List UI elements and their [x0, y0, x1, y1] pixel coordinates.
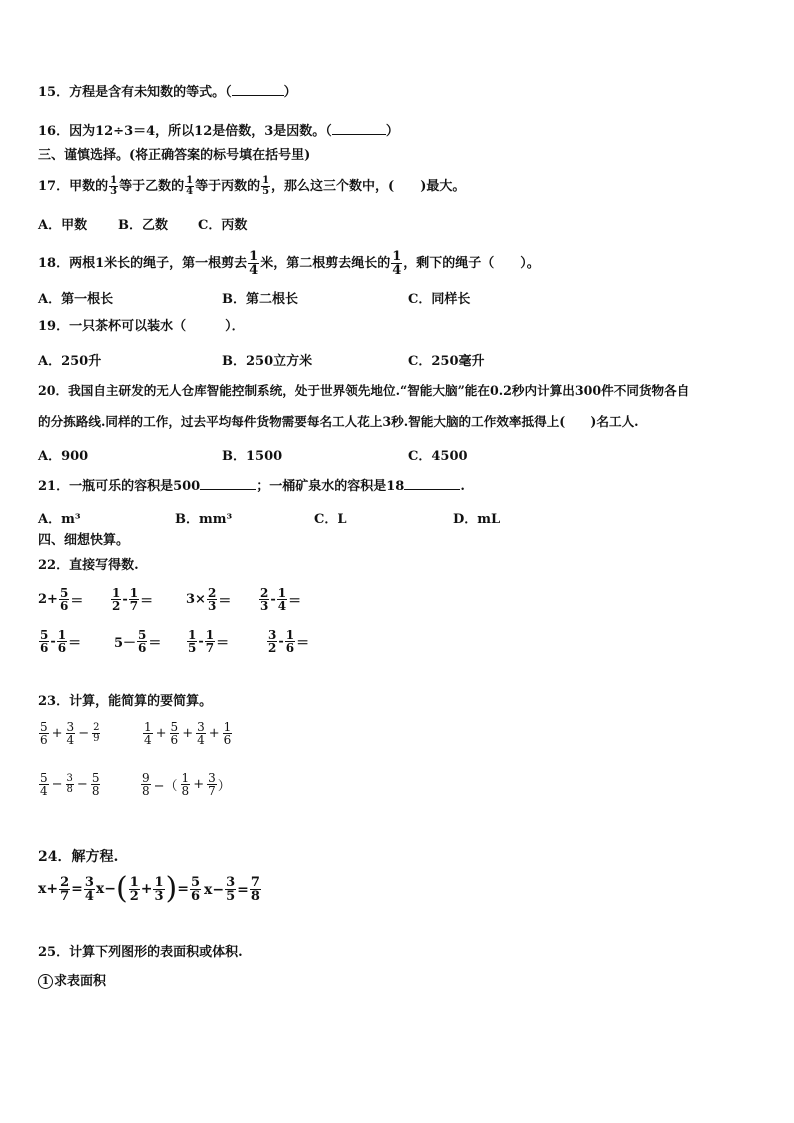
mental-expr-8: $\frac{3}{2}$ - $\frac{1}{6}$ ＝ [268, 628, 310, 655]
question-18 [38, 250, 540, 277]
option-b[interactable]: B．乙数 [118, 218, 168, 233]
fraction: $\frac{1}{6}$ [57, 628, 67, 655]
fraction: $\frac{1}{4}$ [144, 720, 152, 747]
section-3-heading: 三、谨慎选择。(将正确答案的标号填在括号里) [38, 148, 311, 163]
fraction: $\frac{1}{3}$ [154, 874, 164, 904]
option-c[interactable]: C．同样长 [408, 292, 471, 307]
question-number: 16． [38, 124, 70, 139]
question-text: ，剩下的绳子（ ）。 [403, 256, 540, 271]
option-d[interactable]: D．mL [453, 512, 501, 527]
fraction: $\frac{1}{6}$ [285, 628, 295, 655]
question-15 [38, 82, 297, 102]
option-a[interactable]: A．甲数 [38, 218, 88, 233]
question-20-line-2: 的分拣路线.同样的工作，过去平均每件货物需要每名工人花上3秒.智能大脑的工作效率抵得上( )名工人. [38, 414, 639, 429]
option-c[interactable]: C．L [314, 512, 347, 527]
fraction: $\frac{5}{6}$ [170, 720, 179, 747]
question-number: 21． [38, 479, 70, 494]
fraction: $\frac{5}{6}$ [40, 628, 49, 655]
fraction: $\frac{2}{9}$ [93, 722, 100, 744]
fraction: $\frac{5}{6}$ [138, 628, 147, 655]
fraction: $\frac{1}{5}$ [188, 628, 197, 655]
question-text: 我国自主研发的无人仓库智能控制系统，处于世界领先地位.“智能大脑”能在0.2秒内计算出300件不同货物各自 [68, 383, 690, 398]
question-text: 甲数的 [69, 179, 109, 194]
equation-1: x+ $\frac{2}{7}$ = $\frac{3}{4}$ x− ( $\frac{1}{2}$ + $\frac{1}{3}$ ) = $\frac{5}{6}$ [38, 871, 201, 906]
paren-close: ） [283, 85, 297, 100]
question-text: 一瓶可乐的容积是500 [69, 479, 201, 494]
equation-2: x− $\frac{3}{5}$ = $\frac{7}{8}$ [204, 875, 260, 904]
fraction: $\frac{2}{3}$ [207, 586, 217, 613]
option-b[interactable]: B．mm³ [175, 512, 233, 527]
question-number: 17． [38, 179, 70, 194]
question-24 [38, 848, 118, 866]
fraction: $\frac{1}{4}$ [392, 249, 402, 278]
option-c[interactable]: C．丙数 [198, 218, 248, 233]
question-25-sub-1 [38, 973, 106, 991]
option-a[interactable]: A．m³ [38, 512, 81, 527]
sub-question-text: 求表面积 [54, 974, 107, 989]
answer-blank[interactable] [232, 82, 284, 96]
fraction: $\frac{1}{6}$ [223, 720, 232, 747]
mental-expr-4: $\frac{2}{3}$ - $\frac{1}{4}$ ＝ [260, 586, 302, 613]
question-text: 解方程. [71, 849, 119, 865]
paren-open: ( [115, 871, 128, 906]
calc-expr-1: $\frac{5}{6}$ + $\frac{3}{4}$ − $\frac{2}{9}$ [40, 720, 100, 747]
question-number: 23． [38, 694, 70, 709]
mental-expr-6: 5－ $\frac{5}{6}$ ＝ [114, 628, 162, 655]
fraction: $\frac{3}{8}$ [66, 773, 73, 795]
question-21 [38, 476, 465, 496]
mental-expr-3: 3× $\frac{2}{3}$ ＝ [186, 586, 232, 613]
fraction: $\frac{3}{4}$ [84, 874, 94, 904]
answer-blank[interactable] [200, 476, 256, 490]
option-b[interactable]: B．第二根长 [222, 292, 298, 307]
fraction: $\frac{5}{8}$ [91, 771, 100, 798]
fraction: $\frac{5}{6}$ [59, 586, 69, 613]
answer-blank[interactable] [404, 476, 460, 490]
question-number: 20． [38, 383, 69, 398]
question-23 [38, 693, 212, 711]
fraction: $\frac{3}{4}$ [66, 720, 75, 747]
fraction: $\frac{1}{4}$ [277, 586, 287, 613]
question-text: 方程是含有未知数的等式。（ [69, 85, 232, 100]
mental-expr-5: $\frac{5}{6}$ - $\frac{1}{6}$ ＝ [40, 628, 82, 655]
question-text: ，那么这三个数中，( )最大。 [271, 179, 466, 194]
question-text: 米，第二根剪去绳长的 [260, 256, 391, 271]
question-17 [38, 176, 465, 197]
question-25 [38, 944, 243, 962]
fraction: $\frac{1}{2}$ [112, 586, 121, 613]
question-22 [38, 557, 139, 575]
fraction: $\frac{5}{6}$ [40, 720, 48, 747]
calc-expr-3: $\frac{5}{4}$ − $\frac{3}{8}$ − $\frac{5}{8}$ [40, 771, 100, 798]
question-text: 因为12÷3＝4，所以12是倍数，3是因数。（ [69, 124, 332, 139]
question-text: 一只茶杯可以装水（ ）． [69, 319, 245, 334]
fraction: $\frac{1}{7}$ [129, 586, 139, 613]
fraction: $\frac{9}{8}$ [142, 771, 150, 798]
question-number: 22． [38, 558, 70, 573]
option-b[interactable]: B．250立方米 [222, 354, 313, 369]
question-text: 等于丙数的 [195, 179, 261, 194]
question-16 [38, 121, 399, 141]
option-b[interactable]: B．1500 [222, 449, 283, 464]
mental-expr-2: $\frac{1}{2}$ - $\frac{1}{7}$ ＝ [112, 586, 154, 613]
section-4-heading: 四、细想快算。 [38, 533, 130, 548]
option-c[interactable]: C．4500 [408, 449, 468, 464]
question-number: 15． [38, 85, 70, 100]
fraction: $\frac{2}{7}$ [60, 874, 70, 904]
fraction: $\frac{1}{2}$ [129, 874, 139, 904]
fraction: $\frac{1}{7}$ [205, 628, 215, 655]
question-number: 19． [38, 319, 70, 334]
question-text: . [460, 479, 465, 494]
fraction: $\frac{1}{4}$ [249, 249, 259, 278]
question-text: 两根1米长的绳子，第一根剪去 [69, 256, 248, 271]
fraction: $\frac{3}{2}$ [268, 628, 277, 655]
question-text: 计算，能简算的要简算。 [69, 694, 213, 709]
question-text: ；一桶矿泉水的容积是18 [256, 479, 405, 494]
calc-expr-2: $\frac{1}{4}$ + $\frac{5}{6}$ + $\frac{3}{4}$ + $\frac{1}{6}$ [144, 720, 232, 747]
fraction: $\frac{1}{3}$ [110, 175, 118, 197]
fraction: $\frac{5}{4}$ [40, 771, 48, 798]
circled-number-icon: 1 [38, 974, 53, 989]
question-text: 直接写得数. [69, 558, 139, 573]
option-c[interactable]: C．250毫升 [408, 354, 485, 369]
question-text: 计算下列图形的表面积或体积. [69, 945, 243, 960]
fraction: $\frac{5}{6}$ [190, 874, 201, 904]
option-a[interactable]: A．250升 [38, 354, 102, 369]
fraction: $\frac{3}{4}$ [197, 720, 205, 747]
question-19 [38, 318, 245, 336]
question-number: 18． [38, 256, 70, 271]
calc-expr-4: $\frac{9}{8}$ −（ $\frac{1}{8}$ + $\frac{3}{7}$ ） [142, 771, 231, 798]
question-20-line-1 [38, 382, 689, 400]
mental-expr-1: 2+ $\frac{5}{6}$ ＝ [38, 586, 84, 613]
option-a[interactable]: A．第一根长 [38, 292, 114, 307]
fraction: $\frac{3}{7}$ [208, 771, 216, 798]
question-number: 24． [38, 849, 72, 865]
question-number: 25． [38, 945, 70, 960]
fraction: $\frac{1}{8}$ [181, 771, 190, 798]
option-a[interactable]: A．900 [38, 449, 89, 464]
question-text: 等于乙数的 [119, 179, 185, 194]
fraction: $\frac{1}{4}$ [186, 175, 194, 197]
fraction: $\frac{3}{5}$ [226, 875, 236, 904]
mental-expr-7: $\frac{1}{5}$ - $\frac{1}{7}$ ＝ [188, 628, 230, 655]
fraction: $\frac{7}{8}$ [250, 875, 260, 904]
paren-close: ) [165, 871, 178, 906]
answer-blank[interactable] [332, 121, 386, 135]
fraction: $\frac{1}{5}$ [262, 175, 270, 197]
fraction: $\frac{2}{3}$ [260, 586, 269, 613]
paren-close: ） [385, 124, 399, 139]
